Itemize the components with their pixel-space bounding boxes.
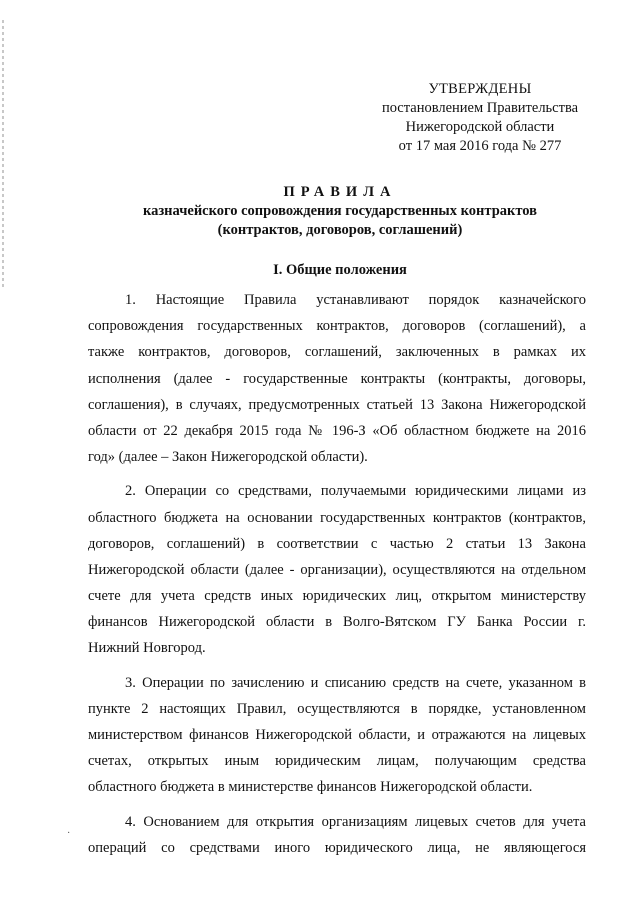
paragraph-1-line: исполнения (далее - государственные контракты (контракты, договоры, <box>88 370 586 387</box>
document-body <box>88 287 586 861</box>
margin-mark: · <box>67 828 71 839</box>
approval-heading: УТВЕРЖДЕНЫ <box>428 81 532 97</box>
paragraph-2-line: областного бюджета на основании государственных контрактов (контрактов, <box>88 509 586 526</box>
paragraph-2-line: договоров, соглашений) в соответствии с частью 2 статьи 13 Закона <box>88 535 586 552</box>
paragraph-2-line: финансов Нижегородской области в Волго-Вятском ГУ Банка России г. <box>88 614 586 631</box>
title-sub-1: казначейского сопровождения государственных контрактов <box>142 203 538 219</box>
section-heading: I. Общие положения <box>273 262 407 278</box>
document-title <box>90 183 590 240</box>
scan-edge-mark <box>2 20 4 290</box>
paragraph-3-line: 3. Операции по зачислению и списанию средств на счете, указанном в <box>125 674 586 691</box>
paragraph-2-line: 2. Операции со средствами, получаемыми юридическими лицами из <box>125 483 586 500</box>
approval-line-2: Нижегородской области <box>405 119 555 135</box>
paragraph-1-line: год» (далее – Закон Нижегородской области). <box>88 449 368 466</box>
title-main: ПРАВИЛА <box>283 184 397 200</box>
paragraph-1-line: соглашения), в случаях, предусмотренных статьей 13 Закона Нижегородской <box>88 396 586 413</box>
paragraph-2-line: Нижегородской области (далее - организации), осуществляются на отдельном <box>88 561 586 578</box>
paragraph-1-line: также контрактов, договоров, соглашений, заключенных в рамках их <box>88 344 586 361</box>
paragraph-3-line: счетах, открытых иным юридическим лицам, получающим средства <box>88 753 586 770</box>
paragraph-3-line: министерством финансов Нижегородской области, и отражаются на лицевых <box>88 727 586 743</box>
paragraph-1-line: 1. Настоящие Правила устанавливают порядок казначейского <box>125 292 586 308</box>
paragraph-4-line: 4. Основанием для открытия организациям лицевых счетов для учета <box>125 813 586 830</box>
approval-line-3: от 17 мая 2016 года № 277 <box>398 138 562 154</box>
paragraph-2-line: Нижний Новгород. <box>88 640 206 657</box>
paragraph-1-line: сопровождения государственных контрактов, договоров (соглашений), а <box>88 318 586 335</box>
paragraph-2-line: счете для учета средств иных юридических лиц, открытом министерству <box>88 588 586 605</box>
approval-line-1: постановлением Правительства <box>381 100 579 116</box>
paragraph-3-line: пункте 2 настоящих Правил, осуществляются в порядке, установленном <box>88 700 586 717</box>
paragraph-1-line: области от 22 декабря 2015 года № 196-З «Об областном бюджете на 2016 <box>88 422 586 439</box>
paragraph-4-line: операций со средствами иного юридического лица, не являющегося <box>88 839 586 856</box>
approval-block <box>360 80 600 156</box>
title-sub-2: (контрактов, договоров, соглашений) <box>217 222 463 238</box>
paragraph-3-line: областного бюджета в министерстве финансов Нижегородской области. <box>88 779 533 796</box>
